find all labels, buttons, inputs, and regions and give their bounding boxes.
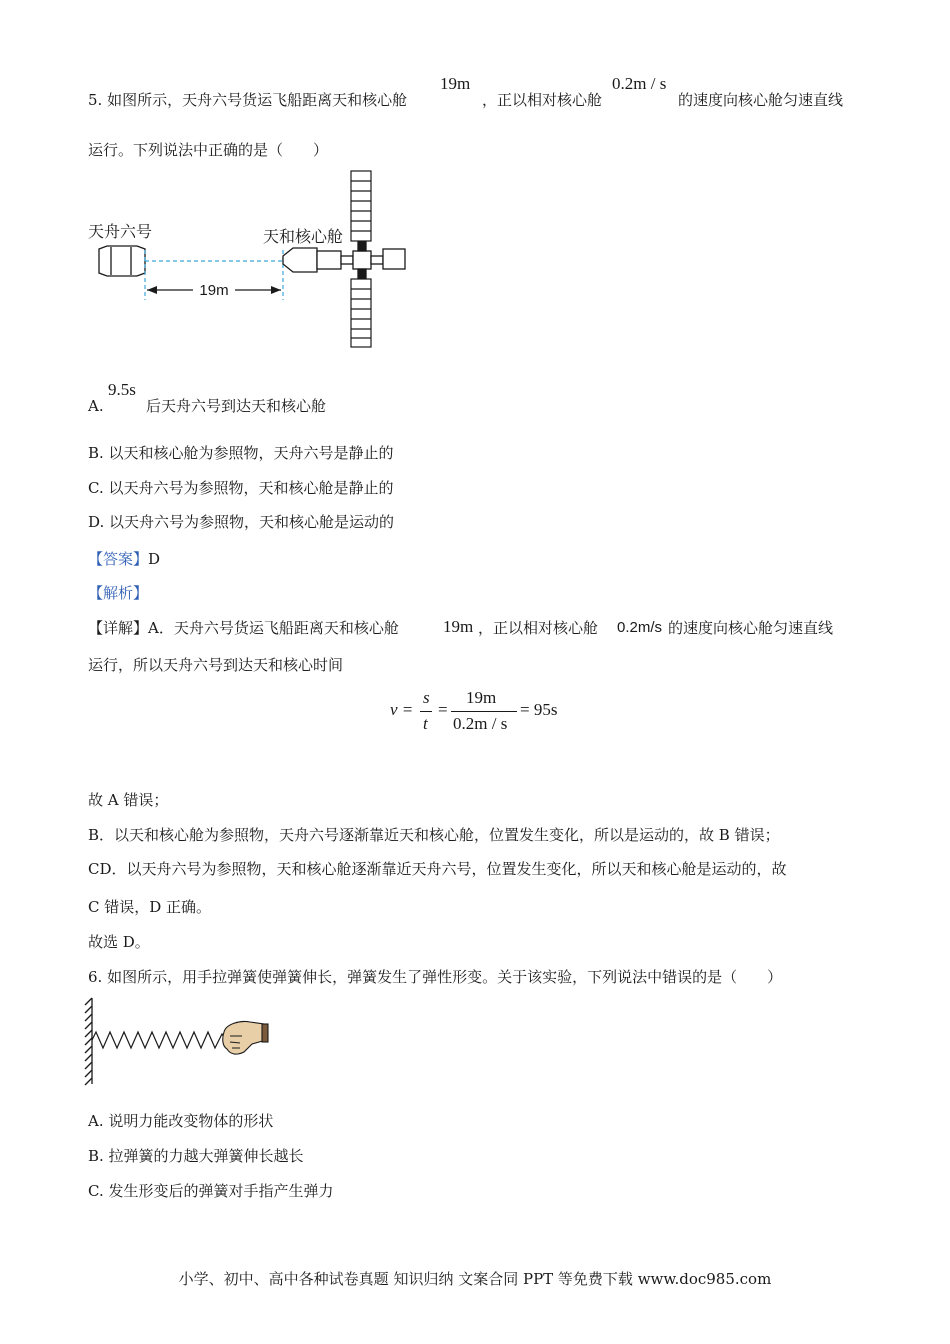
distance-label: 19m <box>199 282 229 299</box>
spring-diagram <box>84 996 274 1088</box>
page-footer: 小学、初中、高中各种试卷真题 知识归纳 文案合同 PPT 等免费下载 www.doc985.com <box>178 1270 772 1288</box>
formula-denominator: 0.2m / s <box>453 714 508 733</box>
formula-lhs: v = <box>390 700 414 719</box>
q6-option-c: C. 发生形变后的弹簧对手指产生弹力 <box>88 1182 334 1200</box>
q5-option-a-text: 后天舟六号到达天和核心舱 <box>146 397 327 415</box>
q5-figure <box>85 168 415 350</box>
wall-icon <box>85 998 92 1085</box>
solar-panel-bottom <box>351 279 371 347</box>
q5-distance-value: 19m <box>440 74 471 93</box>
q6-option-b: B. 拉弹簧的力越大弹簧伸长越长 <box>88 1147 304 1165</box>
q5-stem-text-b: ，正以相对核心舱 <box>482 91 603 109</box>
q5-stem-text-a: 5. 如图所示，天舟六号货运飞船距离天和核心舱 <box>88 91 408 109</box>
spacecraft-diagram <box>85 168 415 350</box>
detail-speed: 0.2m/s <box>617 619 663 636</box>
formula-t: t <box>423 714 428 733</box>
answer-tag: 【答案】 <box>88 550 149 568</box>
detail-text-1: A．天舟六号货运飞船距离天和核心舱 <box>148 619 399 637</box>
hand-icon <box>223 1021 268 1054</box>
q6-figure <box>84 996 274 1088</box>
formula-eq: = <box>438 700 448 719</box>
fraction-bar-2 <box>451 711 517 712</box>
conclusion-a: 故 A 错误； <box>88 791 169 809</box>
detail-distance: 19m <box>443 617 474 636</box>
q5-option-a-time: 9.5s <box>108 380 136 399</box>
ship-icon <box>99 246 145 276</box>
q5-speed-value: 0.2m / s <box>612 74 667 93</box>
space-station-icon <box>283 241 405 279</box>
spring-icon <box>92 1032 226 1048</box>
q5-option-c: C. 以天舟六号为参照物，天和核心舱是静止的 <box>88 479 394 497</box>
fraction-bar-1 <box>420 711 432 712</box>
q5-option-b: B. 以天和核心舱为参照物，天舟六号是静止的 <box>88 444 394 462</box>
q5-answer-row <box>88 549 160 569</box>
explanation-cd-line1: CD．以天舟六号为参照物，天和核心舱逐渐靠近天舟六号，位置发生变化，所以天和核心舱是运动的，故 <box>88 860 787 878</box>
final-choice: 故选 D。 <box>88 933 150 951</box>
formula-result: = 95s <box>520 700 558 719</box>
answer-value: D <box>148 550 161 568</box>
formula-s: s <box>423 688 430 707</box>
q5-option-a-prefix: A. <box>88 397 104 415</box>
q5-stem-line1 <box>88 90 407 110</box>
ship-label: 天舟六号 <box>88 222 153 241</box>
detail-text-2: ，正以相对核心舱 <box>478 619 599 637</box>
explanation-cd-line2: C 错误，D 正确。 <box>88 898 212 916</box>
q6-stem: 6. 如图所示，用手拉弹簧使弹簧伸长，弹簧发生了弹性形变。关于该实验，下列说法中错误的是（ ） <box>88 968 783 986</box>
detail-line2: 运行，所以天舟六号到达天和核心时间 <box>88 656 344 674</box>
detail-text-3: 的速度向核心舱匀速直线 <box>668 619 834 637</box>
q6-option-a: A. 说明力能改变物体的形状 <box>88 1112 274 1130</box>
detail-line1 <box>88 618 399 638</box>
solar-panel-top <box>351 171 371 241</box>
q5-stem-text-c: 的速度向核心舱匀速直线 <box>678 91 844 109</box>
explanation-b: B．以天和核心舱为参照物，天舟六号逐渐靠近天和核心舱，位置发生变化，所以是运动的，故 B 错误； <box>88 826 780 844</box>
q5-stem-line2: 运行。下列说法中正确的是（ ） <box>88 141 329 159</box>
detail-tag: 【详解】 <box>88 619 149 637</box>
analysis-tag: 【解析】 <box>88 584 149 602</box>
station-label: 天和核心舱 <box>263 227 344 246</box>
formula-numerator: 19m <box>466 688 497 707</box>
speed-formula <box>390 688 570 738</box>
q5-option-d: D. 以天舟六号为参照物，天和核心舱是运动的 <box>88 513 395 531</box>
